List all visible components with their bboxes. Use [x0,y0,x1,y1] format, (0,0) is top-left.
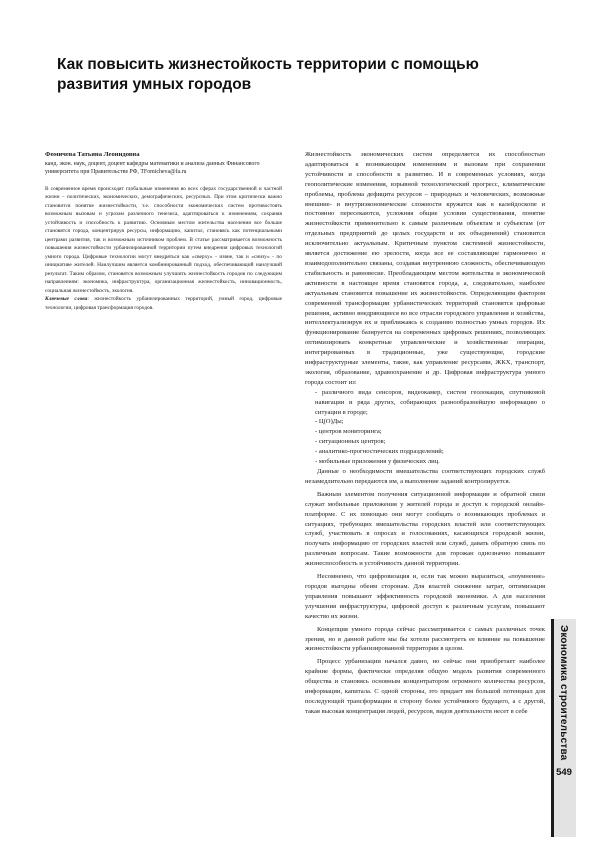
body-paragraph: Важным элементом получения ситуационной информации и обратной связи служат мобильные приложения у жителей города и доступ к городской онлайн-платформе. С их помощью они могут сообщать о возникающих проблемах и ситуациях, требующих вмешательства городских властей или соответствующих служб, участвовать в опросах и голосованиях, касающихся городской жизни, получать информацию от городских властей или служб, давать обратную связь по различным вопросам. Такие возможности для горожан однозначно повышают жизнеспособность и устойчивость данной территории. [305,490,545,568]
list-item: - ситуационных центров; [315,438,386,446]
list-item: - Ц(О)Ды; [315,418,344,426]
keywords-label: Ключевые слова [45,296,88,303]
body-paragraph: Концепция умного города сейчас рассматривается с самых различных точек зрения, но в данной работе мы бы хотели рассмотреть ее влияние на повышение жизнестойкости урбанизированной территории в целом. [305,625,545,653]
infrastructure-list [305,388,545,467]
body-paragraph: Процесс урбанизации начался давно, но сейчас они приобретает наиболее крайние формы, фактически определяя общую модель развития современного общества и становясь основным концентратором огромного количества ресурсов, информации, капитала. С одной стороны, это придает им большой потенциал для последующей трансформации в сторону более устойчивого будущего, а с другой, такая высокая концентрация людей, ресурсов, видов деятельности несет в себе [305,658,545,715]
keywords-text: : жизнестойкость урбанизированных территорий, умный город, цифровые технологии, цифровая трансформация городов. [45,296,282,311]
journal-section-label: Экономика строительства [558,625,569,761]
article-title: Как повысить жизнестойкость территории с помощью развития умных городов [57,56,479,93]
body-paragraph: Данные о необходимости вмешательства соответствующих городских служб незамедлительно передаются им, а выполнение заданий контролируется. [305,468,545,485]
list-item: - мобильные приложения у физических лиц. [315,458,440,466]
article-body [305,150,545,717]
abstract: В современное время происходят глобальные изменения во всех сферах государственной и частной жизни – политических, экономических, демографических, ресурсных. При этом критически важно становится понятие жизнестойкости, т.е. способности экономических систем противостоять возможным вызовам и угрозам различного генезиса, адаптироваться к изменениям, сохраняя устойчивость и способность к развитию. Основным местом жительства населения все больше становятся города, концентрируя ресурсы, информацию, капитал, становясь как потенциальными центрами развития, так и возможным источником проблем. В статье рассматривается возможность повышения жизнестойкости урбанизированной территории путем внедрения цифровых технологий умного города. Цифровые технологии могут внедряться как «сверху» - извне, так и «снизу» - по инициативе жителей. Наилучшим является комбинированный подход, обеспечивающий наилучший результат. Таким образом, становятся возможным улучшить жизнестойкость городов по следующим направлениям: экономика, инфраструктура, организационная жизнестойкость, инновационность, социальная жизнестойкость, экология. [45,185,282,294]
list-item: - центров мониторинга; [315,428,382,436]
body-paragraph: Жизнестойкость экономических систем определяется их способностью адаптироваться к возникающим изменениям и вызовам при сохранении устойчивости и способности к развитию. И в современных условиях, когда геополитические изменения, взрывной технологический прогресс, климатические проблемы, проблема дефицита ресурсов – природных и человеческих, возможные внешние- и внутриэкономические сложности кружатся как в калейдоскопе и постоянно пересекаются, усложняя общие условия существования, понятие жизнестойкости применительно к самым различным объектам и субъектам (от отдельных предприятий до целых государств и их объединений) становится исключительно актуальным. Критичным пунктом системной жизнестойкости, является достижение ею зрелости, когда все ее составляющие гармонично и взаимодополнительно связаны, создавая внутреннюю сложность, обеспечивающую стабильность и равновесие. Преобладающим местом жительства и экономической активности в настоящее время становятся города, а, следовательно, наиболее актуальным становится повышение их жизнестойкости. Определяющим фактором современной трансформации урбанистических территорий становятся цифровые решения, активно внедряющиеся во все отрасли городского управления и хозяйства, интеллектуализируя их и приближаясь к созданию полностью умных городов. Их функционирование базируется на современных цифровых решениях, позволяющих оптимизировать конкретные управленческие и хозяйственные операции, интегрированных в традиционные, уже существующие, городские инфраструктурные элементы, такие, как управление ресурсами, ЖКХ, транспорт, экология, образование, здравоохранение и др. Цифровая инфраструктура умного города состоит из: [305,151,545,386]
author-affiliation: канд. экон. наук, доцент, доцент кафедры математики и анализа данных Финансового университета при Правительстве РФ, TFomicheva@fa.ru [45,160,260,176]
list-item: - аналитико-прогностических подразделений; [315,448,444,456]
list-item: - различного вида сенсоров, видеокамер, систем геолокации, спутниковой навигации и ряда других, собирающих разнообразнейшую информацию о ситуации в городе; [315,388,545,416]
keywords [45,295,282,312]
body-paragraph: Несомненно, что цифровизация и, если так можно выразиться, «поумнение» городов выгодны обеим сторонам. Для властей снижение затрат, оптимизация управления повышают эффективность городской экономики. А для населения улучшения инфраструктуры, цифровой доступ к различным услугам, повышают качество их жизни. [305,573,545,620]
author-abstract-column [45,151,282,312]
page-number: 549 [556,767,572,778]
author-name: Фомичева Татьяна Леонидовна [45,151,140,158]
